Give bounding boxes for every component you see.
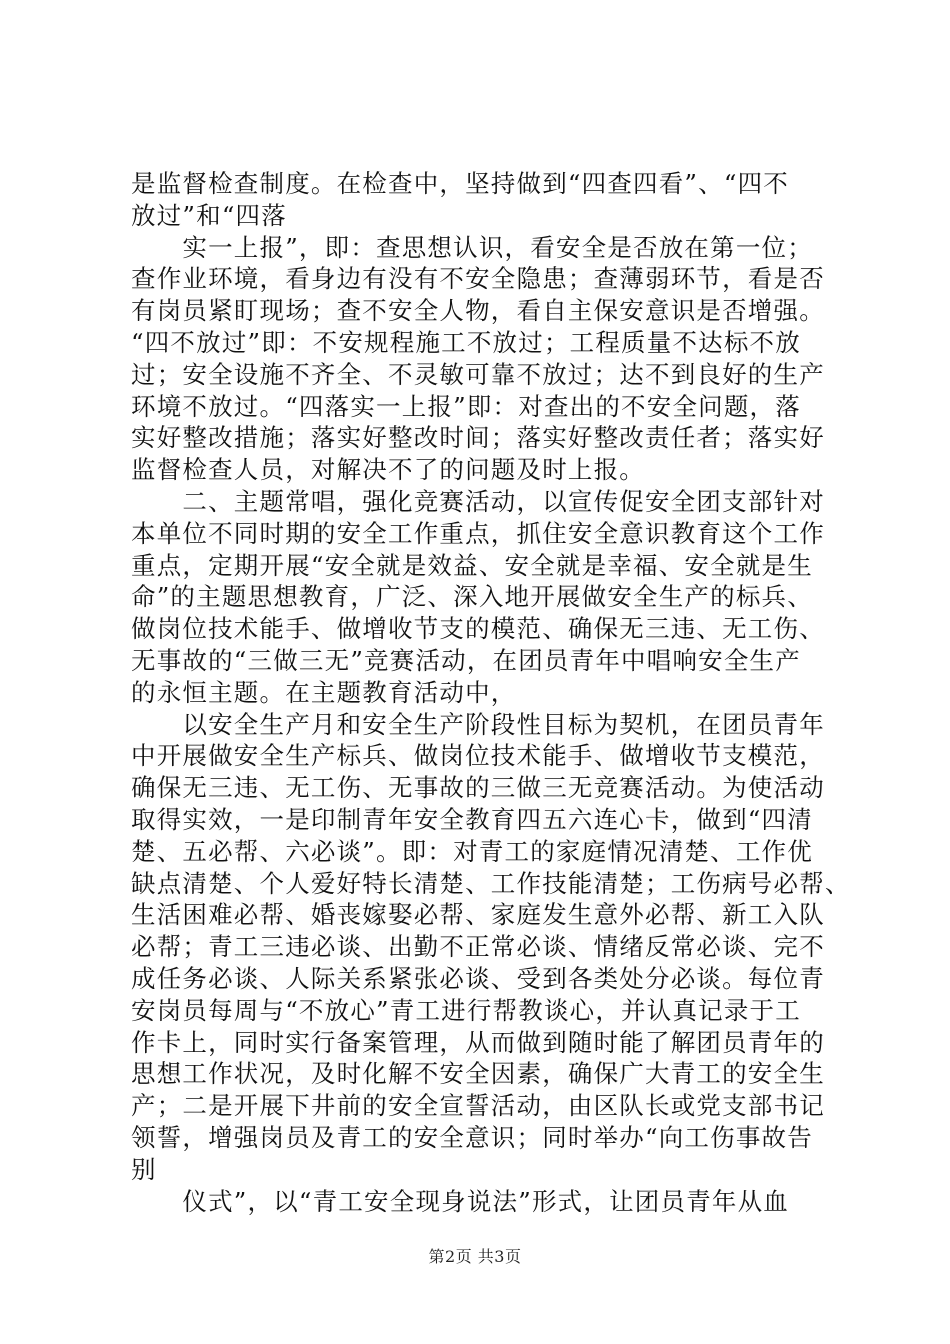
text-line: 成任务必谈、人际关系紧张必谈、受到各类处分必谈。每位青 [131, 963, 825, 993]
text-line: 二、主题常唱，强化竞赛活动，以宣传促安全团支部针对 [131, 486, 825, 516]
text-line: “四不放过”即：不安规程施工不放过；工程质量不达标不放 [131, 327, 801, 357]
text-line: 本单位不同时期的安全工作重点，抓住安全意识教育这个工作 [131, 518, 825, 548]
text-line: 必帮；青工三违必谈、出勤不正常必谈、情绪反常必谈、完不 [131, 932, 825, 962]
text-line: 作卡上，同时实行备案管理，从而做到随时能了解团员青年的 [131, 1027, 825, 1057]
text-line: 实好整改措施；落实好整改时间；落实好整改责任者；落实好 [131, 423, 825, 453]
text-line: 查作业环境，看身边有没有不安全隐患；查薄弱环节，看是否 [131, 264, 825, 294]
text-line: 的永恒主题。在主题教育活动中， [131, 677, 517, 707]
text-line: 领誓，增强岗员及青工的安全意识；同时举办“向工伤事故告 [131, 1122, 813, 1152]
text-line: 放过”和“四落 [131, 200, 287, 230]
text-line: 过；安全设施不齐全、不灵敏可靠不放过；达不到良好的生产 [131, 359, 825, 389]
body-text [131, 168, 851, 1217]
text-line: 思想工作状况，及时化解不安全因素，确保广大青工的安全生 [131, 1059, 825, 1089]
text-line: 环境不放过。“四落实一上报”即：对查出的不安全问题，落 [131, 391, 801, 421]
text-line: 仪式”，以“青工安全现身说法”形式，让团员青年从血 [131, 1186, 789, 1216]
text-line: 确保无三违、无工伤、无事故的三做三无竞赛活动。为使活动 [131, 773, 825, 803]
text-line: 命”的主题思想教育，广泛、深入地开展做安全生产的标兵、 [131, 582, 813, 612]
text-line: 楚、五必帮、六必谈”。即：对青工的家庭情况清楚、工作优 [131, 836, 813, 866]
text-line: 取得实效，一是印制青年安全教育四五六连心卡，做到“四清 [131, 804, 813, 834]
text-line: 实一上报”，即：查思想认识，看安全是否放在第一位； [131, 232, 813, 262]
text-line: 是监督检查制度。在检查中，坚持做到“四查四看”、“四不 [131, 169, 789, 198]
text-line: 缺点清楚、个人爱好特长清楚、工作技能清楚；工伤病号必帮、 [131, 868, 851, 898]
text-line: 中开展做安全生产标兵、做岗位技术能手、做增收节支模范， [131, 741, 825, 771]
text-line: 生活困难必帮、婚丧嫁娶必帮、家庭发生意外必帮、新工入队 [131, 900, 825, 930]
text-line: 监督检查人员，对解决不了的问题及时上报。 [131, 455, 645, 485]
text-line: 以安全生产月和安全生产阶段性目标为契机，在团员青年 [131, 709, 825, 739]
text-line: 别 [131, 1154, 157, 1184]
text-line: 有岗员紧盯现场；查不安全人物，看自主保安意识是否增强。 [131, 296, 825, 326]
text-line: 重点，定期开展“安全就是效益、安全就是幸福、安全就是生 [131, 550, 813, 580]
text-line: 安岗员每周与“不放心”青工进行帮教谈心，并认真记录于工 [131, 995, 801, 1025]
text-line: 产；二是开展下井前的安全宣誓活动，由区队长或党支部书记 [131, 1091, 825, 1121]
text-line: 无事故的“三做三无”竞赛活动，在团员青年中唱响安全生产 [131, 645, 801, 675]
text-line: 做岗位技术能手、做增收节支的模范、确保无三违、无工伤、 [131, 614, 825, 644]
page-footer: 第2页 共3页 [428, 1247, 522, 1266]
